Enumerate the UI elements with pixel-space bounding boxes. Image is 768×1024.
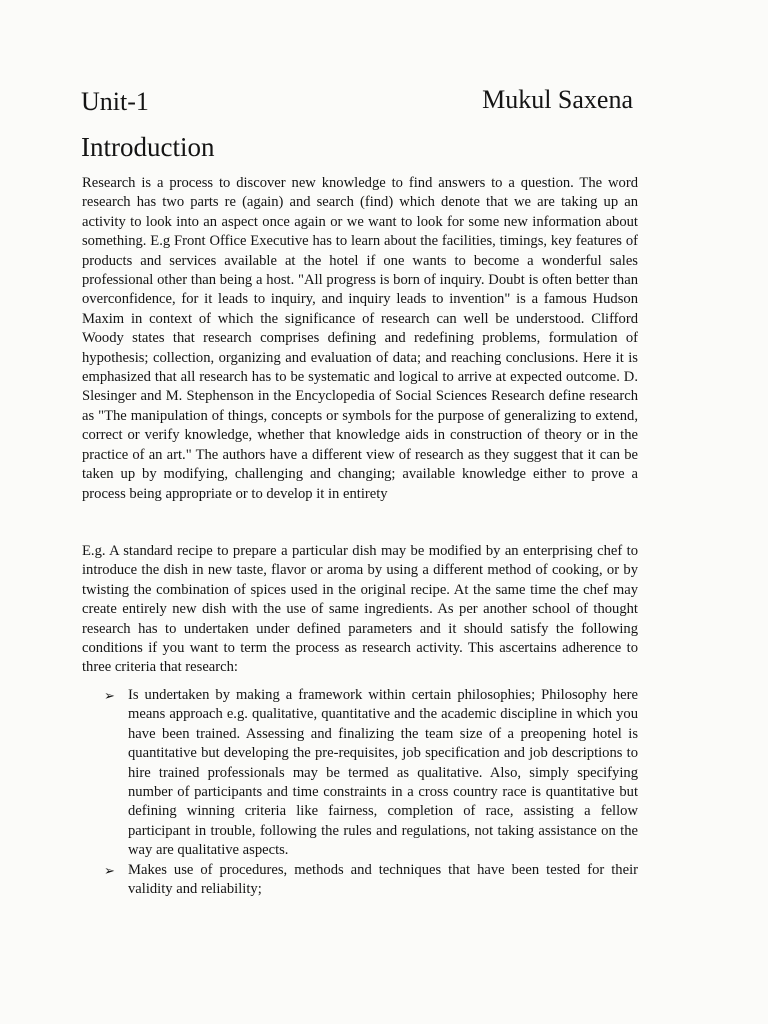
unit-label: Unit-1	[81, 87, 149, 116]
list-item	[104, 861, 638, 900]
criteria-list	[104, 686, 638, 899]
arrow-bullet-icon: ➢	[104, 862, 115, 878]
page-header	[81, 86, 641, 122]
arrow-bullet-icon: ➢	[104, 688, 115, 703]
page-title: Introduction	[81, 132, 215, 162]
author-name: Mukul Saxena	[482, 85, 633, 114]
list-item-text: Is undertaken by making a framework within certain philosophies; Philosophy here means approach e.g. qualitative, quantitative and the academic discipline in which you have been trained. Assessing and finalizing the team size of a preopening hotel is quantitative but developing the pre-requisites, job specification and job descriptions to hire trained professionals may be termed as qualitative. Also, simply specifying number of participants and time constraints in a cross country race is quantitative but defining winning criteria like fairness, completion of race, assisting a fellow participant in trouble, following the rules and regulations, not taking assistance on the way are qualitative aspects.	[128, 687, 638, 859]
list-item-text: Makes use of procedures, methods and techniques that have been tested for their validity and reliability;	[128, 861, 638, 898]
paragraph-2: E.g. A standard recipe to prepare a particular dish may be modified by an enterprising chef to introduce the dish in new taste, flavor or aroma by using a different method of cooking, or by twisting the combination of spices used in the original recipe. At the same time the chef may create entirely new dish with the use of same ingredients. As per another school of thought research has to undertaken under defined parameters and it should satisfy the following conditions if you want to term the process as research activity. This ascertains adherence to three criteria that research:	[82, 543, 638, 676]
paragraph-1: Research is a process to discover new knowledge to find answers to a question. The word research has two parts re (again) and search (find) which denote that we are taking up an activity to look into an aspect once again or we want to look for some new information about something. E.g Front Office Executive has to learn about the facilities, timings, key features of products and services available at the hotel if one wants to become a wonderful sales professional other than being a host. "All progress is born of inquiry. Doubt is often better than overconfidence, for it leads to inquiry, and inquiry leads to invention" is a famous Hudson Maxim in context of which the significance of research can well be understood. Clifford Woody states that research comprises defining and redefining problems, formulation of hypothesis; collection, organizing and evaluation of data; and reaching conclusions. Here it is emphasized that all research has to be systematic and logical to arrive at expected outcome. D. Slesinger and M. Stephenson in the Encyclopedia of Social Sciences Research define research as "The manipulation of things, concepts or symbols for the purpose of generalizing to extend, correct or verify knowledge, whether that knowledge aids in construction of theory or in the practice of an art." The authors have a different view of research as they suggest that it can be taken up by modifying, challenging and changing; available knowledge either to prove a process being appropriate or to develop it in entirety	[82, 175, 638, 502]
list-item	[104, 686, 638, 861]
